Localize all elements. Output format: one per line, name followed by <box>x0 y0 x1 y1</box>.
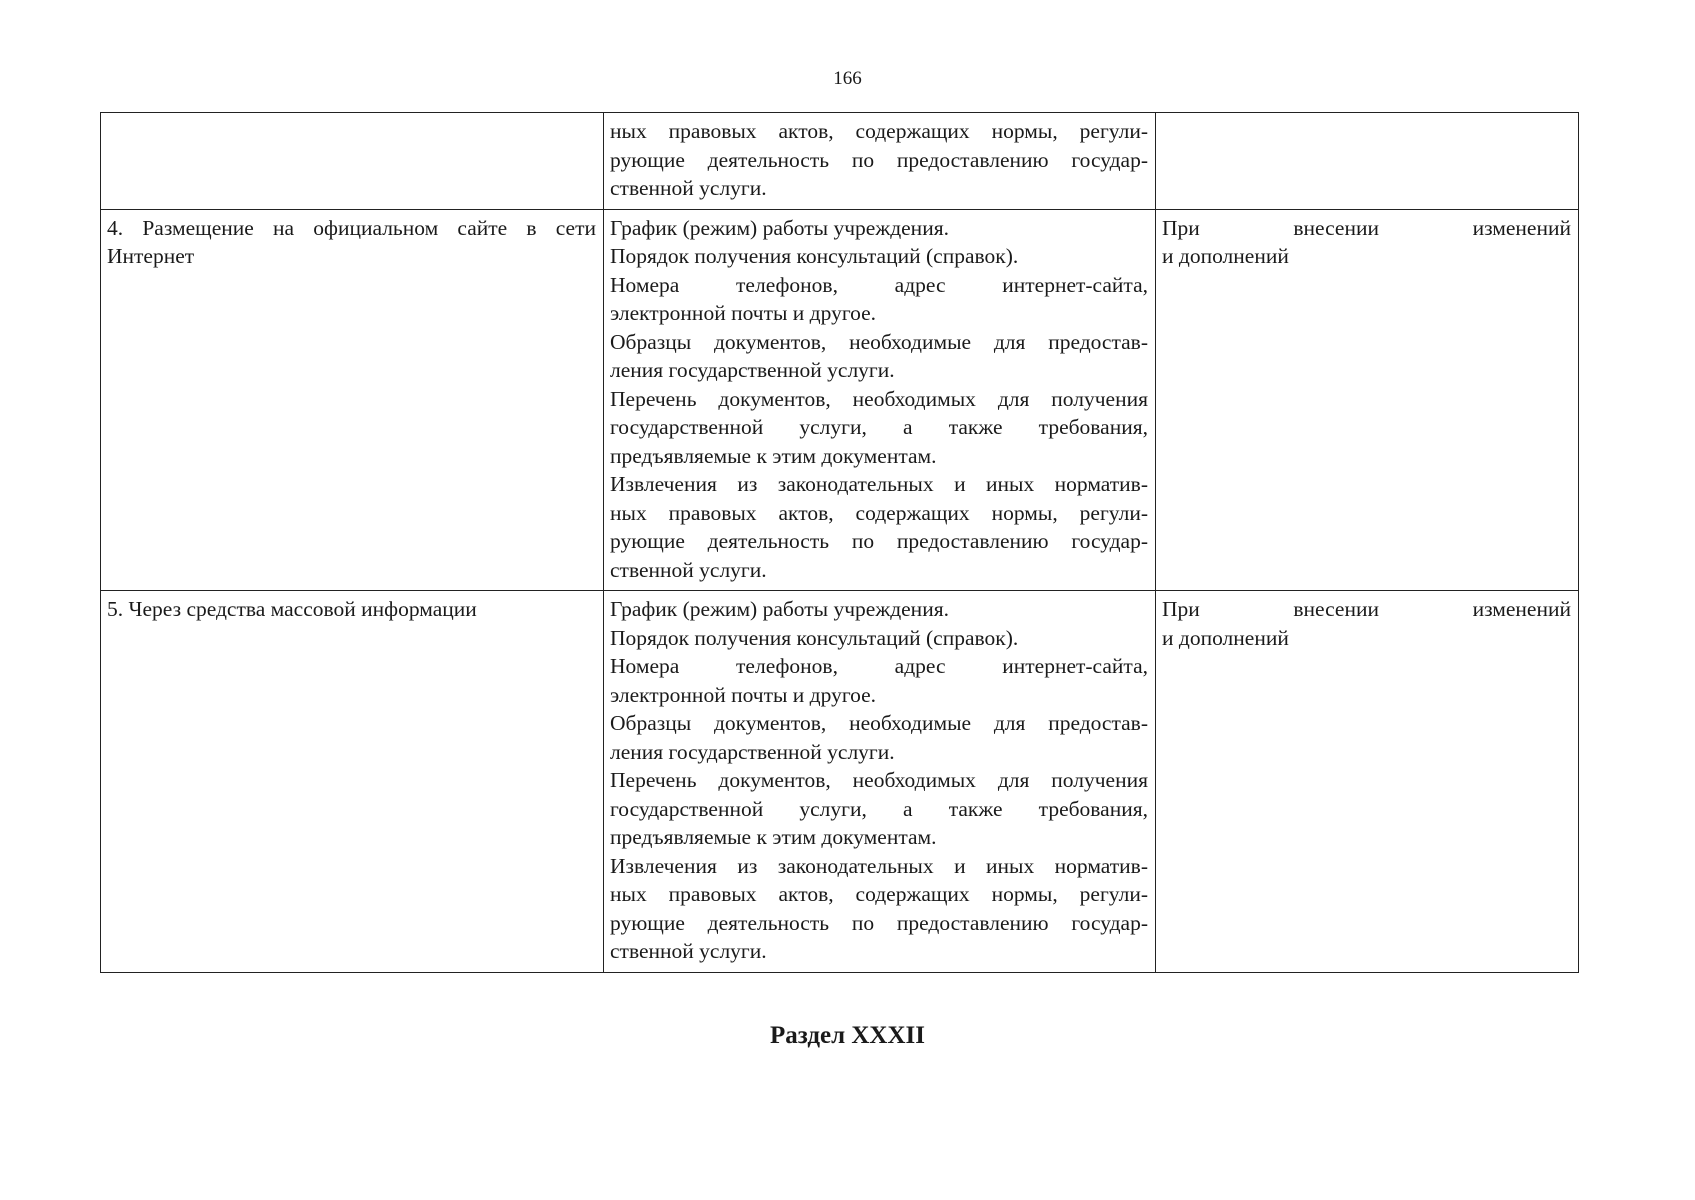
table-body <box>101 113 1579 973</box>
cell-content <box>604 113 1156 210</box>
cell-period <box>1156 591 1579 973</box>
content-line: рующие деятельность по предоставлению государ- <box>610 910 1148 935</box>
content-line: электронной почты и другое. <box>610 682 877 707</box>
content-line: электронной почты и другое. <box>610 301 877 325</box>
content-line: Перечень документов, необходимых для получения <box>610 386 1148 411</box>
content-line: государственной услуги, а также требования, <box>610 796 1148 821</box>
content-line: ных правовых актов, содержащих нормы, регули- <box>610 119 1148 143</box>
content-line: ных правовых актов, содержащих нормы, регули- <box>610 882 1148 906</box>
period-line: и дополнений <box>1162 244 1289 268</box>
content-line: ственной услуги. <box>610 176 767 200</box>
content-line: Извлечения из законодательных и иных норматив- <box>610 472 1148 496</box>
table-row <box>101 113 1579 210</box>
content-line: ных правовых актов, содержащих нормы, регули- <box>610 500 1148 525</box>
content-line: ления государственной услуги. <box>610 358 895 382</box>
content-line: Образцы документов, необходимые для предостав- <box>610 711 1148 735</box>
table-row <box>101 209 1579 591</box>
content-line: предъявляемые к этим документам. <box>610 443 937 468</box>
content-line: ления государственной услуги. <box>610 739 895 764</box>
content-line: Образцы документов, необходимые для предостав- <box>610 329 1148 354</box>
cell-method: 5. Через средства массовой информации <box>101 591 604 973</box>
content-line: рующие деятельность по предоставлению государ- <box>610 529 1148 553</box>
content-line: Порядок получения консультаций (справок). <box>610 244 1019 268</box>
content-line: рующие деятельность по предоставлению государ- <box>610 147 1148 172</box>
cell-method <box>101 113 604 210</box>
content-line: ственной услуги. <box>610 939 767 963</box>
content-line: ственной услуги. <box>610 557 767 582</box>
information-table <box>100 112 1579 973</box>
cell-content <box>604 209 1156 591</box>
period-line: При внесении изменений <box>1162 215 1571 240</box>
content-line: Номера телефонов, адрес интернет-сайта, <box>610 272 1148 297</box>
table-row <box>101 591 1579 973</box>
cell-method: 4. Размещение на официальном сайте в сети Интернет <box>101 209 604 591</box>
cell-period <box>1156 209 1579 591</box>
content-line: График (режим) работы учреждения. <box>610 597 949 621</box>
period-line: При внесении изменений <box>1162 597 1571 621</box>
cell-content <box>604 591 1156 973</box>
content-line: государственной услуги, а также требования, <box>610 415 1148 439</box>
content-line: Номера телефонов, адрес интернет-сайта, <box>610 654 1148 678</box>
section-heading: Раздел XXXII <box>769 1022 925 1049</box>
page-number: 166 <box>833 68 862 89</box>
content-line: График (режим) работы учреждения. <box>610 215 949 240</box>
content-line: Извлечения из законодательных и иных норматив- <box>610 853 1148 878</box>
period-line: и дополнений <box>1162 625 1289 650</box>
content-line: Порядок получения консультаций (справок). <box>610 625 1019 650</box>
cell-period <box>1156 113 1579 210</box>
content-line: предъявляемые к этим документам. <box>610 825 937 849</box>
content-line: Перечень документов, необходимых для получения <box>610 768 1148 792</box>
